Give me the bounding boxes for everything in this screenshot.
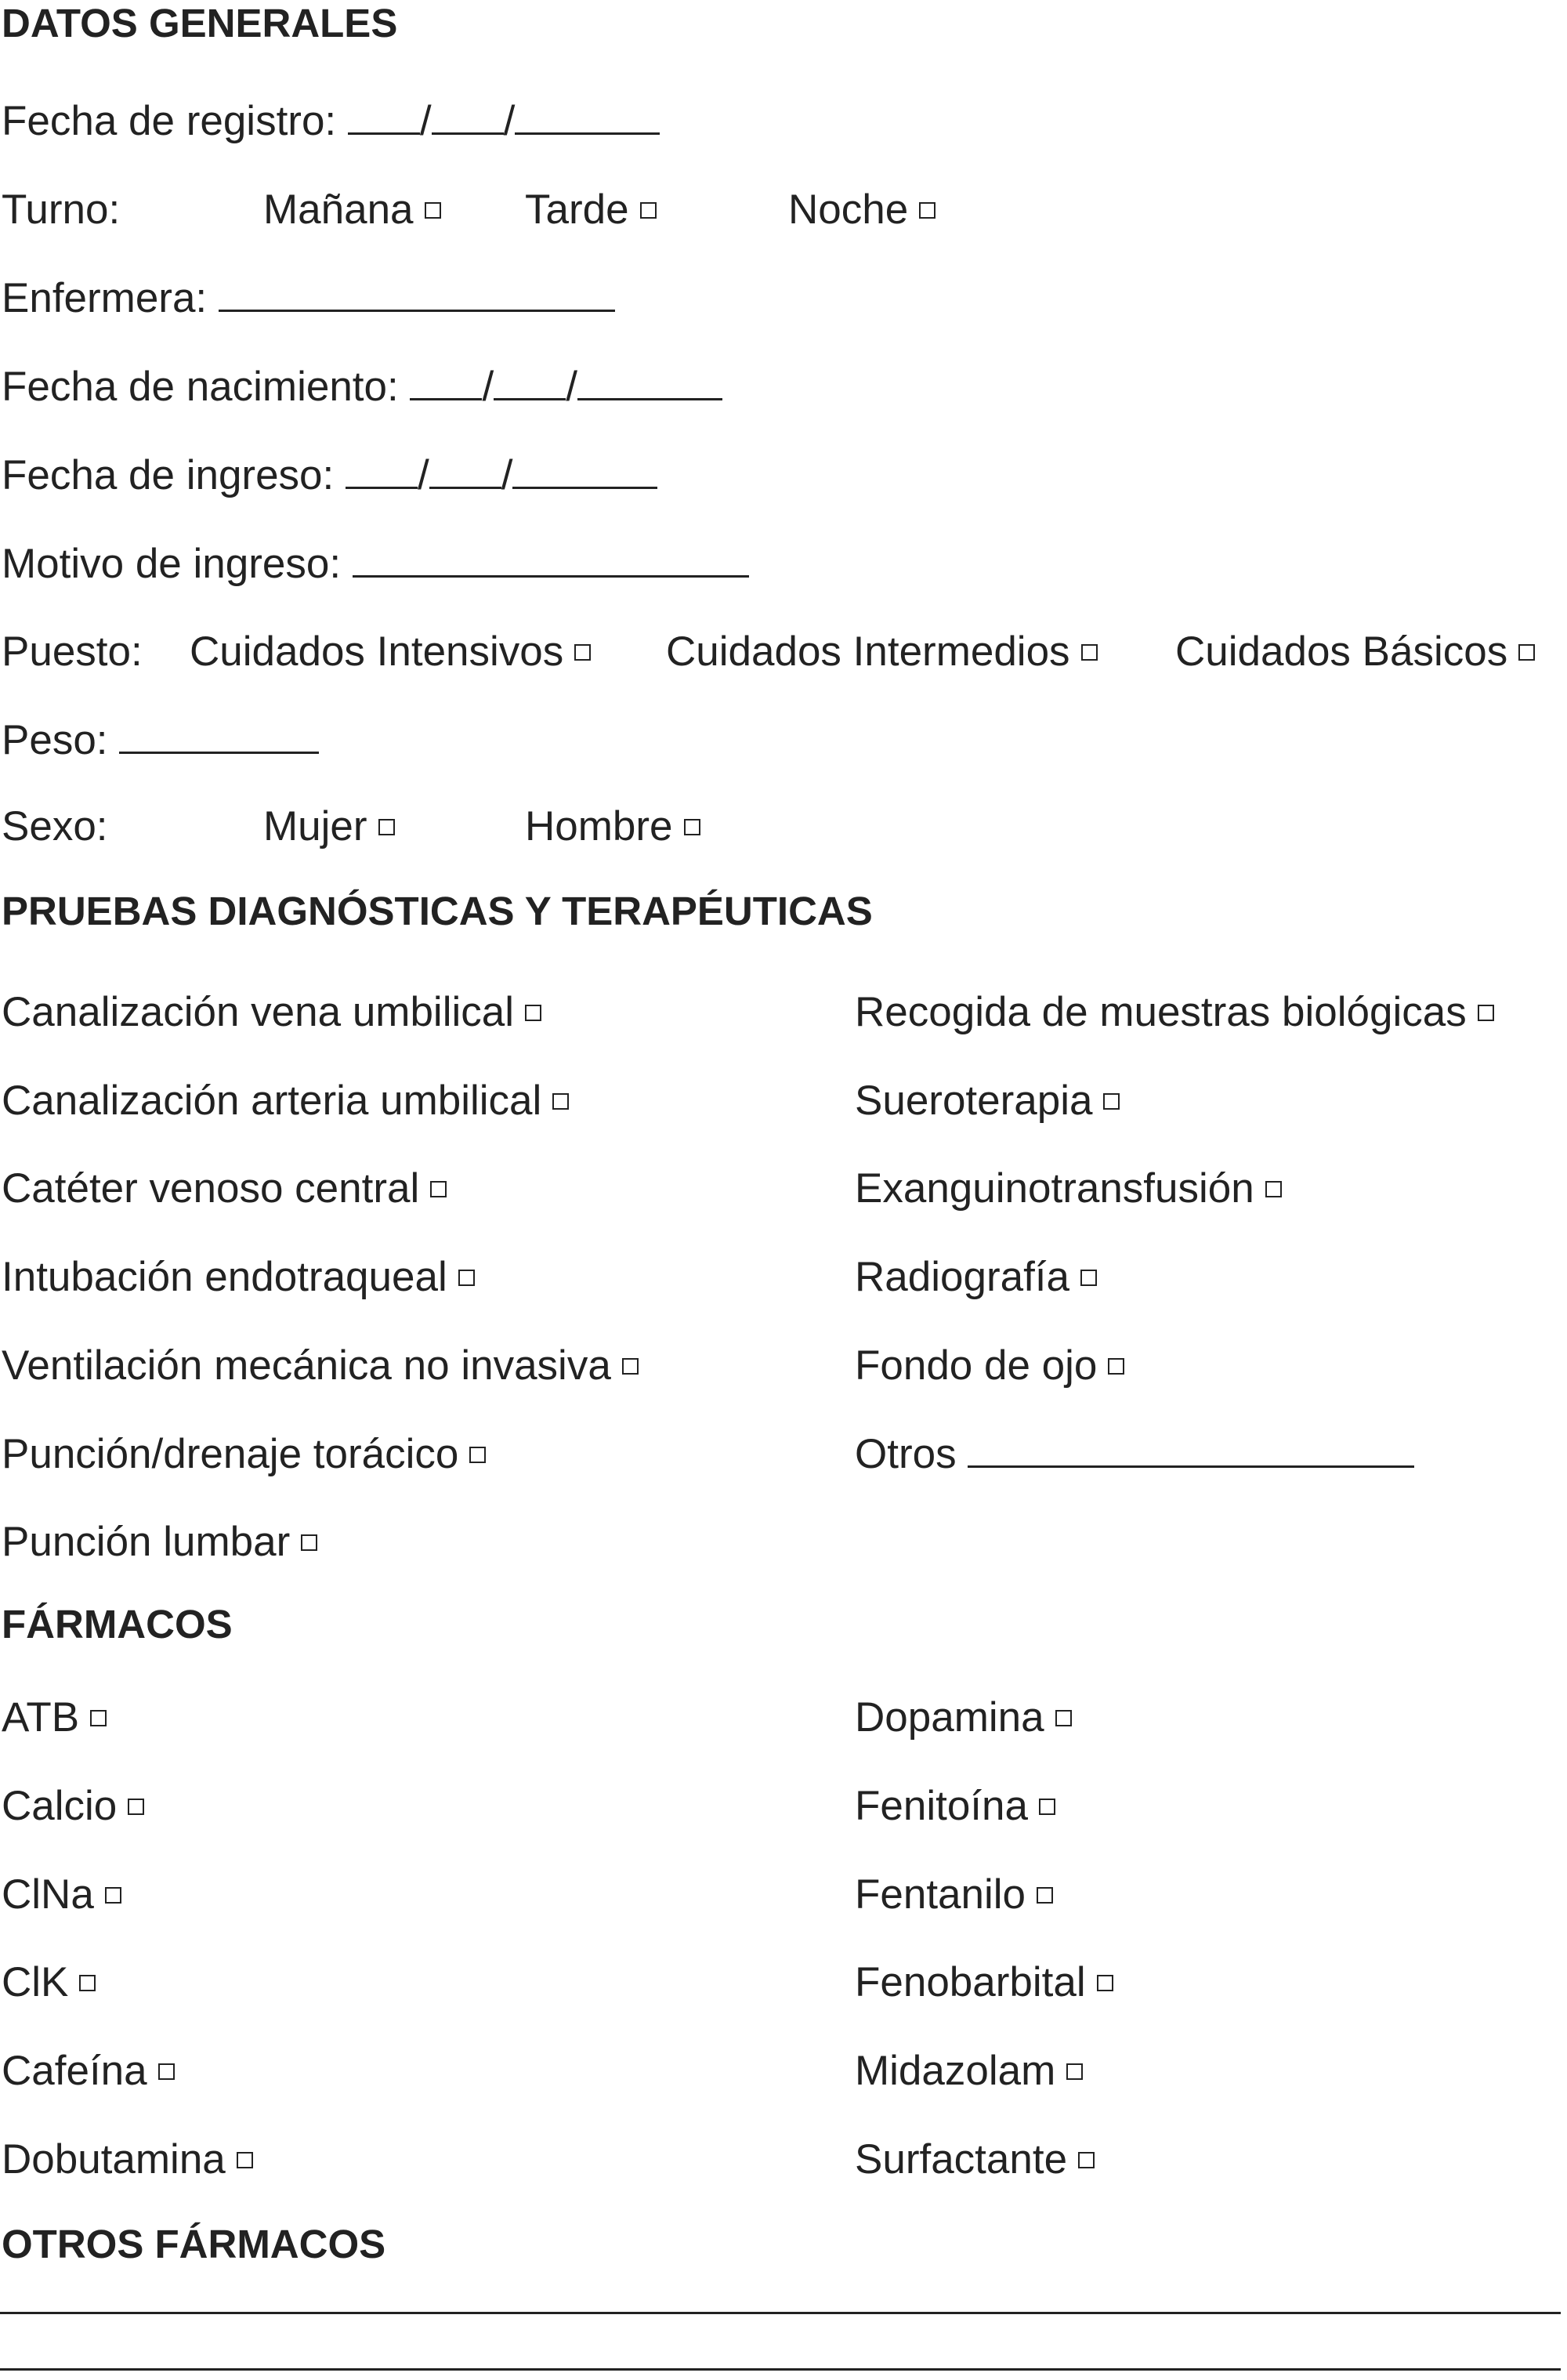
prueba-label: Radiografía xyxy=(855,1254,1070,1300)
prueba-checkbox[interactable] xyxy=(458,1270,475,1286)
farmaco-label: ClNa xyxy=(2,1871,94,1918)
fecha-ingreso-label: Fecha de ingreso: xyxy=(2,452,335,498)
puesto-basicos-option[interactable] xyxy=(1175,629,1535,676)
farmaco-label: Fenitoína xyxy=(855,1783,1028,1829)
enfermera-row xyxy=(2,275,615,322)
farmaco-checkbox[interactable] xyxy=(105,1887,121,1904)
prueba-label: Sueroterapia xyxy=(855,1078,1093,1124)
farmaco-label: Calcio xyxy=(2,1783,118,1829)
prueba-label: Intubación endotraqueal xyxy=(2,1254,447,1300)
farmaco-item[interactable] xyxy=(2,1783,144,1830)
turno-noche-option[interactable] xyxy=(788,187,935,234)
fecha-registro-day-field[interactable] xyxy=(348,98,420,135)
farmaco-checkbox[interactable] xyxy=(1066,2063,1083,2080)
prueba-checkbox[interactable] xyxy=(525,1005,541,1021)
fecha-registro-year-field[interactable] xyxy=(515,98,660,135)
prueba-checkbox[interactable] xyxy=(1265,1181,1282,1197)
fecha-nacimiento-year-field[interactable] xyxy=(577,364,722,400)
farmaco-label: ClK xyxy=(2,1959,69,2005)
fecha-nacimiento-label: Fecha de nacimiento: xyxy=(2,364,399,410)
farmaco-checkbox[interactable] xyxy=(1039,1799,1055,1815)
prueba-checkbox[interactable] xyxy=(1103,1093,1120,1110)
farmaco-item[interactable] xyxy=(855,1871,1053,1918)
farmaco-item[interactable] xyxy=(2,1694,107,1741)
otros-pruebas-row xyxy=(855,1431,1414,1478)
turno-noche-checkbox[interactable] xyxy=(919,202,935,219)
farmaco-label: Dopamina xyxy=(855,1694,1044,1741)
motivo-ingreso-field[interactable] xyxy=(353,541,749,578)
fecha-registro-label: Fecha de registro: xyxy=(2,98,337,144)
prueba-checkbox[interactable] xyxy=(430,1181,447,1197)
sexo-mujer-checkbox[interactable] xyxy=(378,819,395,835)
sexo-hombre-checkbox[interactable] xyxy=(684,819,700,835)
turno-noche-label: Noche xyxy=(788,187,909,233)
fecha-nacimiento-month-field[interactable] xyxy=(494,364,566,400)
prueba-label: Ventilación mecánica no invasiva xyxy=(2,1342,611,1389)
puesto-intensivos-option[interactable] xyxy=(190,629,591,676)
prueba-item[interactable] xyxy=(855,1078,1120,1125)
farmaco-item[interactable] xyxy=(2,2136,253,2183)
turno-tarde-checkbox[interactable] xyxy=(640,202,657,219)
sexo-hombre-label: Hombre xyxy=(525,803,673,849)
puesto-intensivos-checkbox[interactable] xyxy=(574,644,591,661)
fecha-ingreso-year-field[interactable] xyxy=(512,452,657,489)
farmaco-label: Surfactante xyxy=(855,2136,1068,2183)
motivo-ingreso-label: Motivo de ingreso: xyxy=(2,541,342,587)
otros-pruebas-label: Otros xyxy=(855,1431,957,1477)
fecha-ingreso-row xyxy=(2,452,657,499)
prueba-label: Punción lumbar xyxy=(2,1519,291,1565)
prueba-label: Punción/drenaje torácico xyxy=(2,1431,459,1477)
farmaco-label: ATB xyxy=(2,1694,80,1741)
sexo-mujer-option[interactable] xyxy=(263,803,395,850)
fecha-registro-row xyxy=(2,98,660,145)
prueba-checkbox[interactable] xyxy=(552,1093,569,1110)
turno-manana-checkbox[interactable] xyxy=(425,202,441,219)
sexo-label: Sexo: xyxy=(2,803,108,849)
prueba-label: Exanguinotransfusión xyxy=(855,1165,1254,1212)
otros-farmacos-line-2[interactable] xyxy=(0,2368,1561,2371)
farmaco-item[interactable] xyxy=(855,2048,1083,2095)
prueba-item[interactable] xyxy=(2,1342,639,1389)
date-separator: / xyxy=(482,364,494,410)
fecha-ingreso-month-field[interactable] xyxy=(429,452,501,489)
farmaco-checkbox[interactable] xyxy=(1037,1887,1053,1904)
prueba-item[interactable] xyxy=(2,1078,569,1125)
peso-label: Peso: xyxy=(2,717,108,763)
turno-manana-option[interactable] xyxy=(263,187,441,234)
date-separator: / xyxy=(501,452,513,498)
farmaco-label: Fentanilo xyxy=(855,1871,1026,1918)
puesto-basicos-label: Cuidados Básicos xyxy=(1175,629,1508,675)
date-separator: / xyxy=(419,98,432,144)
turno-tarde-option[interactable] xyxy=(525,187,657,234)
farmaco-checkbox[interactable] xyxy=(79,1975,96,1991)
motivo-ingreso-row xyxy=(2,541,749,588)
peso-row xyxy=(2,717,319,764)
fecha-nacimiento-day-field[interactable] xyxy=(410,364,482,400)
puesto-label: Puesto: xyxy=(2,629,143,675)
prueba-item[interactable] xyxy=(855,1342,1124,1389)
prueba-checkbox[interactable] xyxy=(1478,1005,1494,1021)
turno-label: Turno: xyxy=(2,187,121,233)
farmaco-item[interactable] xyxy=(2,1871,121,1918)
peso-field[interactable] xyxy=(119,717,319,754)
date-separator: / xyxy=(418,452,429,498)
farmaco-item[interactable] xyxy=(855,2136,1095,2183)
prueba-checkbox[interactable] xyxy=(622,1358,639,1375)
turno-tarde-label: Tarde xyxy=(525,187,629,233)
farmaco-item[interactable] xyxy=(855,1783,1055,1830)
section-heading-otros-farmacos: OTROS FÁRMACOS xyxy=(2,2222,386,2266)
farmaco-checkbox[interactable] xyxy=(158,2063,175,2080)
prueba-checkbox[interactable] xyxy=(1080,1270,1097,1286)
puesto-intermedios-option[interactable] xyxy=(666,629,1098,676)
puesto-basicos-checkbox[interactable] xyxy=(1518,644,1535,661)
farmaco-item[interactable] xyxy=(855,1694,1072,1741)
prueba-checkbox[interactable] xyxy=(469,1447,486,1463)
prueba-item[interactable] xyxy=(855,1165,1282,1212)
enfermera-field[interactable] xyxy=(219,275,615,312)
farmaco-checkbox[interactable] xyxy=(1097,1975,1113,1991)
enfermera-label: Enfermera: xyxy=(2,275,208,321)
section-heading-pruebas: PRUEBAS DIAGNÓSTICAS Y TERAPÉUTICAS xyxy=(2,889,873,933)
prueba-label: Fondo de ojo xyxy=(855,1342,1098,1389)
prueba-checkbox[interactable] xyxy=(1108,1358,1124,1375)
farmaco-checkbox[interactable] xyxy=(237,2152,253,2168)
prueba-item[interactable] xyxy=(2,1165,447,1212)
date-separator: / xyxy=(566,364,577,410)
farmaco-checkbox[interactable] xyxy=(1055,1710,1072,1726)
prueba-label: Canalización vena umbilical xyxy=(2,989,515,1035)
prueba-item[interactable] xyxy=(2,989,541,1036)
section-heading-datos-generales: DATOS GENERALES xyxy=(2,1,398,45)
sexo-mujer-label: Mujer xyxy=(263,803,367,849)
prueba-label: Recogida de muestras biológicas xyxy=(855,989,1467,1035)
sexo-hombre-option[interactable] xyxy=(525,803,700,850)
prueba-item[interactable] xyxy=(2,1519,317,1566)
farmaco-item[interactable] xyxy=(2,2048,175,2095)
puesto-intensivos-label: Cuidados Intensivos xyxy=(190,629,564,675)
date-separator: / xyxy=(503,98,516,144)
farmaco-label: Cafeína xyxy=(2,2048,147,2094)
fecha-ingreso-day-field[interactable] xyxy=(346,452,418,489)
prueba-item[interactable] xyxy=(2,1431,486,1478)
otros-pruebas-field[interactable] xyxy=(968,1431,1414,1468)
farmaco-label: Fenobarbital xyxy=(855,1959,1086,2005)
prueba-item[interactable] xyxy=(855,1254,1097,1301)
section-heading-farmacos: FÁRMACOS xyxy=(2,1602,233,1646)
farmaco-checkbox[interactable] xyxy=(1078,2152,1095,2168)
prueba-label: Catéter venoso central xyxy=(2,1165,420,1212)
puesto-intermedios-label: Cuidados Intermedios xyxy=(666,629,1070,675)
farmaco-checkbox[interactable] xyxy=(90,1710,107,1726)
otros-farmacos-line-1[interactable] xyxy=(0,2312,1561,2314)
prueba-item[interactable] xyxy=(855,989,1494,1036)
farmaco-item[interactable] xyxy=(855,1959,1113,2006)
puesto-intermedios-checkbox[interactable] xyxy=(1081,644,1098,661)
farmaco-checkbox[interactable] xyxy=(128,1799,144,1815)
fecha-nacimiento-row xyxy=(2,364,722,411)
turno-manana-label: Mañana xyxy=(263,187,414,233)
prueba-checkbox[interactable] xyxy=(301,1534,317,1551)
farmaco-label: Dobutamina xyxy=(2,2136,226,2183)
prueba-item[interactable] xyxy=(2,1254,475,1301)
prueba-label: Canalización arteria umbilical xyxy=(2,1078,542,1124)
farmaco-item[interactable] xyxy=(2,1959,96,2006)
farmaco-label: Midazolam xyxy=(855,2048,1056,2094)
fecha-registro-month-field[interactable] xyxy=(432,98,504,135)
